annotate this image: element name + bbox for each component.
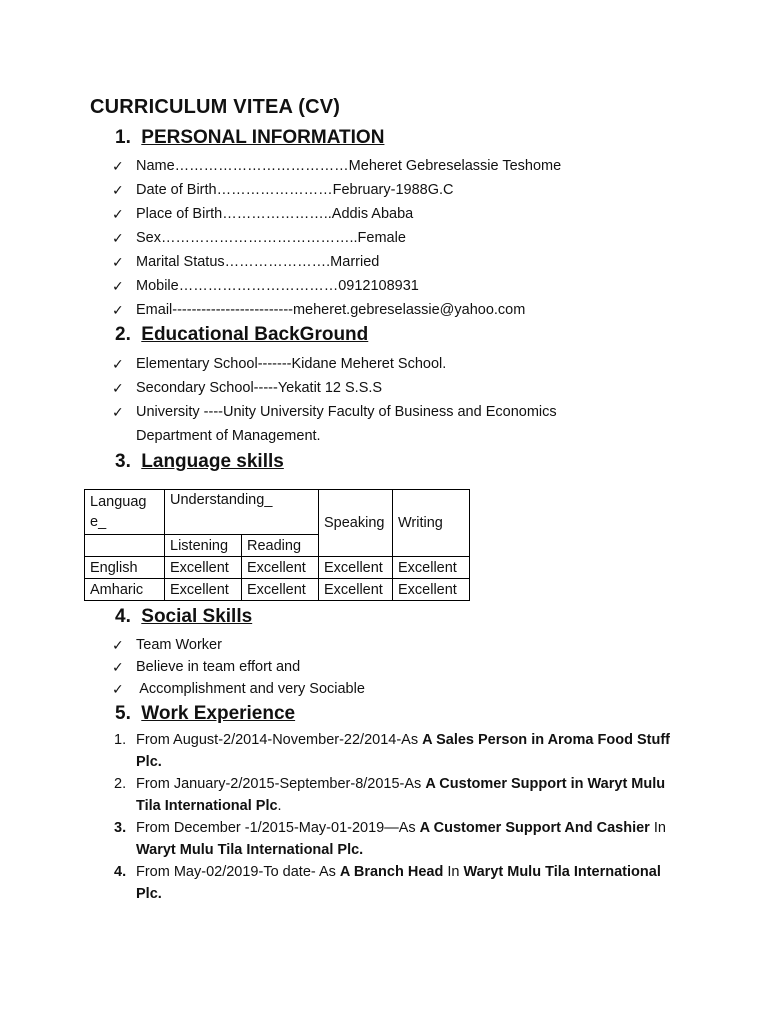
- check-icon: ✓: [112, 278, 124, 294]
- personal-info-heading: [115, 127, 384, 149]
- section-number: 4.: [115, 606, 131, 627]
- list-item: [110, 678, 365, 700]
- work-connector: In: [649, 820, 666, 836]
- section-title: PERSONAL INFORMATION: [141, 127, 385, 148]
- work-role: A Customer Support in Waryt Mulu Tila International Plc: [136, 776, 666, 814]
- work-suffix: .: [277, 798, 282, 814]
- writing-cell: Excellent: [393, 579, 470, 601]
- university-entry: University ----Unity University Faculty of Business and Economics: [136, 404, 557, 420]
- work-period: From August-2/2014-November-22/2014-As: [136, 732, 423, 748]
- list-item: [110, 634, 365, 656]
- check-icon: ✓: [112, 404, 124, 420]
- check-icon: ✓: [112, 158, 124, 174]
- listening-cell: Excellent: [165, 579, 242, 601]
- list-item: [110, 817, 676, 861]
- list-item: [110, 274, 561, 298]
- item-number: 2.: [114, 776, 127, 792]
- work-experience-heading: [115, 703, 295, 725]
- education-heading: [115, 324, 368, 346]
- birthplace-entry: Place of Birth…………………..Addis Ababa: [136, 206, 414, 222]
- language-cell: Amharic: [85, 579, 165, 601]
- list-item: [110, 178, 561, 202]
- listening-cell: Excellent: [165, 557, 242, 579]
- skill-entry: Team Worker: [136, 637, 222, 653]
- cv-title: CURRICULUM VITEA (CV): [90, 96, 341, 118]
- check-icon: ✓: [112, 659, 124, 675]
- work-role: A Customer Support And Cashier: [419, 820, 650, 836]
- sex-entry: Sex…………………………………..Female: [136, 230, 406, 246]
- section-number: 3.: [115, 451, 131, 472]
- check-icon: ✓: [112, 182, 124, 198]
- work-connector: In: [443, 864, 464, 880]
- speaking-cell: Excellent: [319, 557, 393, 579]
- list-item: [110, 298, 561, 322]
- list-item: [110, 202, 561, 226]
- reading-cell: Excellent: [242, 557, 319, 579]
- section-number: 1.: [115, 127, 131, 148]
- check-icon: ✓: [112, 637, 124, 653]
- item-number: 4.: [114, 864, 127, 880]
- language-column-header: Languag e_: [85, 490, 165, 535]
- list-item: [110, 861, 676, 905]
- table-row: [85, 557, 470, 579]
- understanding-column-header: Understanding_: [165, 490, 319, 535]
- listening-column-header: Listening: [165, 535, 242, 557]
- section-title: Work Experience: [141, 703, 296, 724]
- dob-entry: Date of Birth……………………February-1988G.C: [136, 182, 454, 198]
- email-entry: Email-------------------------meheret.gebreselassie@yahoo.com: [136, 302, 526, 318]
- language-cell: English: [85, 557, 165, 579]
- work-period: From May-02/2019-To date- As: [136, 864, 340, 880]
- work-period: From December -1/2015-May-01-2019—As: [136, 820, 420, 836]
- section-title: Language skills: [141, 451, 284, 472]
- section-number: 5.: [115, 703, 131, 724]
- mobile-entry: Mobile……………………………0912108931: [136, 278, 419, 294]
- writing-column-header: Writing: [393, 490, 470, 557]
- skill-entry: Believe in team effort and: [136, 659, 301, 675]
- work-role: A Branch Head: [339, 864, 444, 880]
- work-company: Waryt Mulu Tila International Plc.: [136, 864, 661, 902]
- elementary-entry: Elementary School-------Kidane Meheret School.: [136, 356, 447, 372]
- item-number: 3.: [114, 820, 127, 836]
- social-skills-list: [110, 634, 365, 700]
- check-icon: ✓: [112, 206, 124, 222]
- list-item: [110, 250, 561, 274]
- section-number: 2.: [115, 324, 131, 345]
- check-icon: ✓: [112, 230, 124, 246]
- secondary-entry: Secondary School-----Yekatit 12 S.S.S: [136, 380, 383, 396]
- list-item: [110, 729, 676, 773]
- check-icon: ✓: [112, 356, 124, 372]
- language-heading: [115, 451, 284, 473]
- name-entry: Name………………………………Meheret Gebreselassie Teshome: [136, 158, 562, 174]
- list-item: [110, 656, 365, 678]
- check-icon: ✓: [112, 681, 124, 697]
- writing-cell: Excellent: [393, 557, 470, 579]
- list-item: [110, 352, 557, 376]
- list-item: [110, 376, 557, 400]
- work-period: From January-2/2015-September-8/2015-As: [136, 776, 426, 792]
- list-item: [110, 773, 676, 817]
- speaking-cell: Excellent: [319, 579, 393, 601]
- personal-info-list: [110, 154, 561, 322]
- item-number: 1.: [114, 732, 127, 748]
- social-skills-heading: [115, 606, 252, 628]
- speaking-column-header: Speaking: [319, 490, 393, 557]
- work-experience-list: [110, 729, 676, 905]
- language-skills-table: [84, 489, 470, 601]
- marital-status-entry: Marital Status………………….Married: [136, 254, 380, 270]
- list-item: [110, 154, 561, 178]
- department-entry: Department of Management.: [136, 428, 321, 444]
- work-role: A Sales Person in Aroma Food Stuff Plc.: [136, 732, 670, 770]
- check-icon: ✓: [112, 380, 124, 396]
- section-title: Social Skills: [141, 606, 253, 627]
- reading-column-header: Reading: [242, 535, 319, 557]
- check-icon: ✓: [112, 254, 124, 270]
- table-row: [85, 579, 470, 601]
- work-company: Waryt Mulu Tila International Plc.: [136, 842, 364, 858]
- section-title: Educational BackGround: [141, 324, 369, 345]
- education-list: [110, 352, 557, 448]
- table-header-row: [85, 490, 470, 535]
- skill-entry: Accomplishment and very Sociable: [136, 681, 365, 697]
- empty-cell: [85, 535, 165, 557]
- list-item: [110, 400, 557, 448]
- reading-cell: Excellent: [242, 579, 319, 601]
- check-icon: ✓: [112, 302, 124, 318]
- list-item: [110, 226, 561, 250]
